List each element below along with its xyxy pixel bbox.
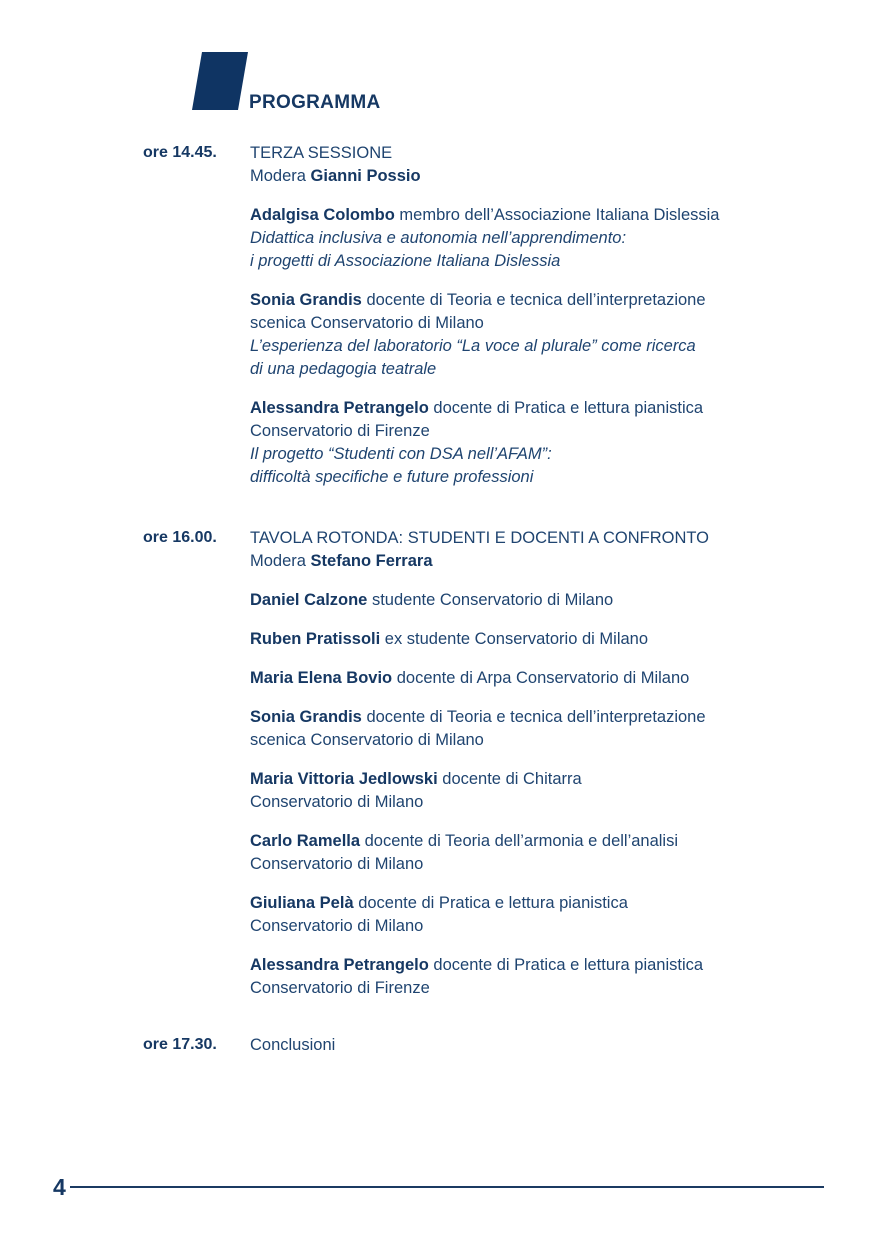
speaker-line: [250, 589, 830, 612]
speaker-line: [250, 768, 830, 791]
speaker-role: docente di Pratica e lettura pianistica: [428, 399, 704, 417]
speaker-entry: [250, 830, 830, 876]
speaker-entry: [250, 204, 830, 273]
speaker-entry: [250, 589, 830, 612]
speaker-name: Adalgisa Colombo: [250, 206, 395, 224]
program-session: [0, 527, 877, 1000]
speaker-entry: [250, 892, 830, 938]
session-time: ore 17.30.: [143, 1036, 217, 1053]
speaker-role: docente di Pratica e lettura pianistica: [353, 894, 628, 912]
speaker-role: docente di Pratica e lettura pianistica: [428, 956, 704, 974]
session-title: Conclusioni: [250, 1036, 336, 1054]
speaker-role: ex studente Conservatorio di Milano: [380, 630, 649, 648]
session-time: ore 14.45.: [143, 144, 217, 161]
speaker-line: [250, 830, 830, 853]
speaker-name: Alessandra Petrangelo: [250, 399, 429, 417]
moderator-name: Gianni Possio: [310, 167, 421, 185]
speaker-name: Maria Elena Bovio: [250, 669, 393, 687]
moderator-line: [250, 165, 830, 188]
talk-title: difficoltà specifiche e future professioni: [250, 468, 534, 486]
program-session: [0, 1034, 877, 1057]
talk-title: di una pedagogia teatrale: [250, 360, 437, 378]
talk-title: i progetti di Associazione Italiana Dislessia: [250, 252, 561, 270]
speaker-name: Maria Vittoria Jedlowski: [250, 770, 438, 788]
speaker-role-continued: scenica Conservatorio di Milano: [250, 314, 484, 332]
speaker-role-continued: Conservatorio di Firenze: [250, 422, 430, 440]
speaker-role-continued: Conservatorio di Firenze: [250, 979, 430, 997]
program-list: [0, 142, 877, 1091]
moderator-label: Modera: [250, 167, 311, 185]
speaker-role-continued: Conservatorio di Milano: [250, 793, 424, 811]
speaker-role: docente di Chitarra: [437, 770, 582, 788]
speaker-entry: [250, 628, 830, 651]
moderator-label: Modera: [250, 552, 311, 570]
speaker-line: [250, 954, 830, 977]
session-body: [250, 1034, 830, 1057]
session-body: [250, 527, 830, 1000]
logo-parallelogram-icon: [192, 52, 248, 110]
session-title: TAVOLA ROTONDA: STUDENTI E DOCENTI A CONFRONTO: [250, 529, 710, 547]
speaker-role: docente di Teoria dell’armonia e dell’analisi: [360, 832, 679, 850]
speaker-line: [250, 628, 830, 651]
session-body: [250, 142, 830, 489]
speaker-name: Carlo Ramella: [250, 832, 361, 850]
speaker-role: docente di Arpa Conservatorio di Milano: [392, 669, 690, 687]
speaker-role: docente di Teoria e tecnica dell’interpretazione: [361, 291, 706, 309]
speaker-line: [250, 289, 830, 312]
speaker-entry: [250, 397, 830, 489]
program-session: [0, 142, 877, 489]
speaker-name: Alessandra Petrangelo: [250, 956, 429, 974]
section-title: PROGRAMMA: [249, 92, 381, 113]
speaker-name: Sonia Grandis: [250, 708, 362, 726]
speaker-entry: [250, 954, 830, 1000]
speaker-entry: [250, 667, 830, 690]
footer-rule: [70, 1186, 824, 1188]
speaker-line: [250, 204, 830, 227]
speaker-name: Daniel Calzone: [250, 591, 368, 609]
talk-title: Il progetto “Studenti con DSA nell’AFAM”:: [250, 445, 552, 463]
page-number: 4: [53, 1174, 66, 1200]
speaker-line: [250, 892, 830, 915]
speaker-role-continued: Conservatorio di Milano: [250, 917, 424, 935]
speaker-role-continued: scenica Conservatorio di Milano: [250, 731, 484, 749]
speaker-role: membro dell’Associazione Italiana Dislessia: [394, 206, 720, 224]
speaker-line: [250, 397, 830, 420]
speaker-role-continued: Conservatorio di Milano: [250, 855, 424, 873]
session-title: TERZA SESSIONE: [250, 144, 393, 162]
speaker-role: studente Conservatorio di Milano: [367, 591, 614, 609]
speaker-line: [250, 667, 830, 690]
moderator-name: Stefano Ferrara: [310, 552, 433, 570]
moderator-line: [250, 550, 830, 573]
talk-title: L’esperienza del laboratorio “La voce al plurale” come ricerca: [250, 337, 696, 355]
session-time: ore 16.00.: [143, 529, 217, 546]
talk-title: Didattica inclusiva e autonomia nell’apprendimento:: [250, 229, 627, 247]
speaker-entry: [250, 706, 830, 752]
speaker-entry: [250, 289, 830, 381]
speaker-name: Sonia Grandis: [250, 291, 362, 309]
speaker-role: docente di Teoria e tecnica dell’interpretazione: [361, 708, 706, 726]
speaker-line: [250, 706, 830, 729]
speaker-entry: [250, 768, 830, 814]
speaker-name: Ruben Pratissoli: [250, 630, 381, 648]
speaker-name: Giuliana Pelà: [250, 894, 354, 912]
